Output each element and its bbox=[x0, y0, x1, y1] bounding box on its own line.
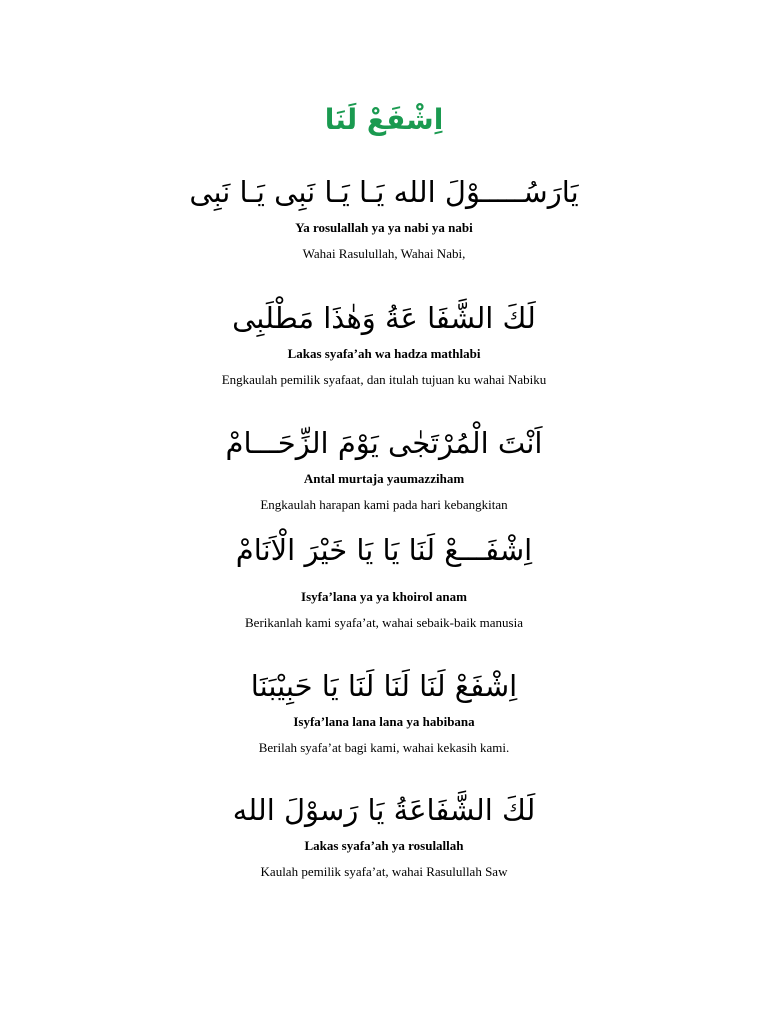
verse-transliteration: Lakas syafa’ah ya rosulallah bbox=[304, 838, 464, 853]
verse-meaning: Berikanlah kami syafa’at, wahai sebaik-baik manusia bbox=[245, 615, 523, 630]
verse-meaning: Engkaulah pemilik syafaat, dan itulah tujuan ku wahai Nabiku bbox=[221, 372, 547, 387]
verse-arabic: لَكَ الشَّفَا عَةُ وَهٰذَا مَطْلَبِى bbox=[232, 301, 536, 335]
verse-arabic: اَنْتَ الْمُرْتَجٰى يَوْمَ الزِّحَـــامْ bbox=[225, 426, 543, 460]
verse-transliteration: Antal murtaja yaumazziham bbox=[303, 471, 465, 486]
verse-arabic: اِشْفَعْ لَنَا لَنَا لَنَا يَا حَبِيْبَنَا bbox=[250, 669, 518, 703]
verse-meaning: Kaulah pemilik syafa’at, wahai Rasulullah Saw bbox=[260, 864, 508, 879]
verse-arabic: يَارَسُـــــوْلَ الله يَـا يَـا نَبِى يَـا نَبِى bbox=[189, 175, 579, 209]
verse-meaning: Berilah syafa’at bagi kami, wahai kekasih kami. bbox=[258, 740, 510, 755]
verse-6 bbox=[0, 788, 768, 880]
verse-meaning: Engkaulah harapan kami pada hari kebangkitan bbox=[260, 497, 508, 512]
verse-1 bbox=[0, 170, 768, 262]
verse-transliteration: Isyfa’lana ya ya khoirol anam bbox=[301, 589, 467, 604]
verse-meaning: Wahai Rasulullah, Wahai Nabi, bbox=[302, 246, 466, 261]
verse-transliteration: Isyfa’lana lana lana ya habibana bbox=[293, 714, 475, 729]
page-title: اِشْفَعْ لَنَا bbox=[324, 103, 444, 136]
verse-2 bbox=[0, 296, 768, 388]
verse-arabic: لَكَ الشَّفَاعَةُ يَا رَسوْلَ الله bbox=[232, 793, 536, 827]
verse-4 bbox=[0, 528, 768, 631]
verse-transliteration: Ya rosulallah ya ya nabi ya nabi bbox=[295, 220, 473, 235]
verse-arabic: اِشْفَـــعْ لَنَا يَا يَا خَيْرَ الْاَنَامْ bbox=[235, 533, 533, 567]
verse-transliteration: Lakas syafa’ah wa hadza mathlabi bbox=[287, 346, 481, 361]
verse-3 bbox=[0, 421, 768, 513]
verse-5 bbox=[0, 664, 768, 756]
